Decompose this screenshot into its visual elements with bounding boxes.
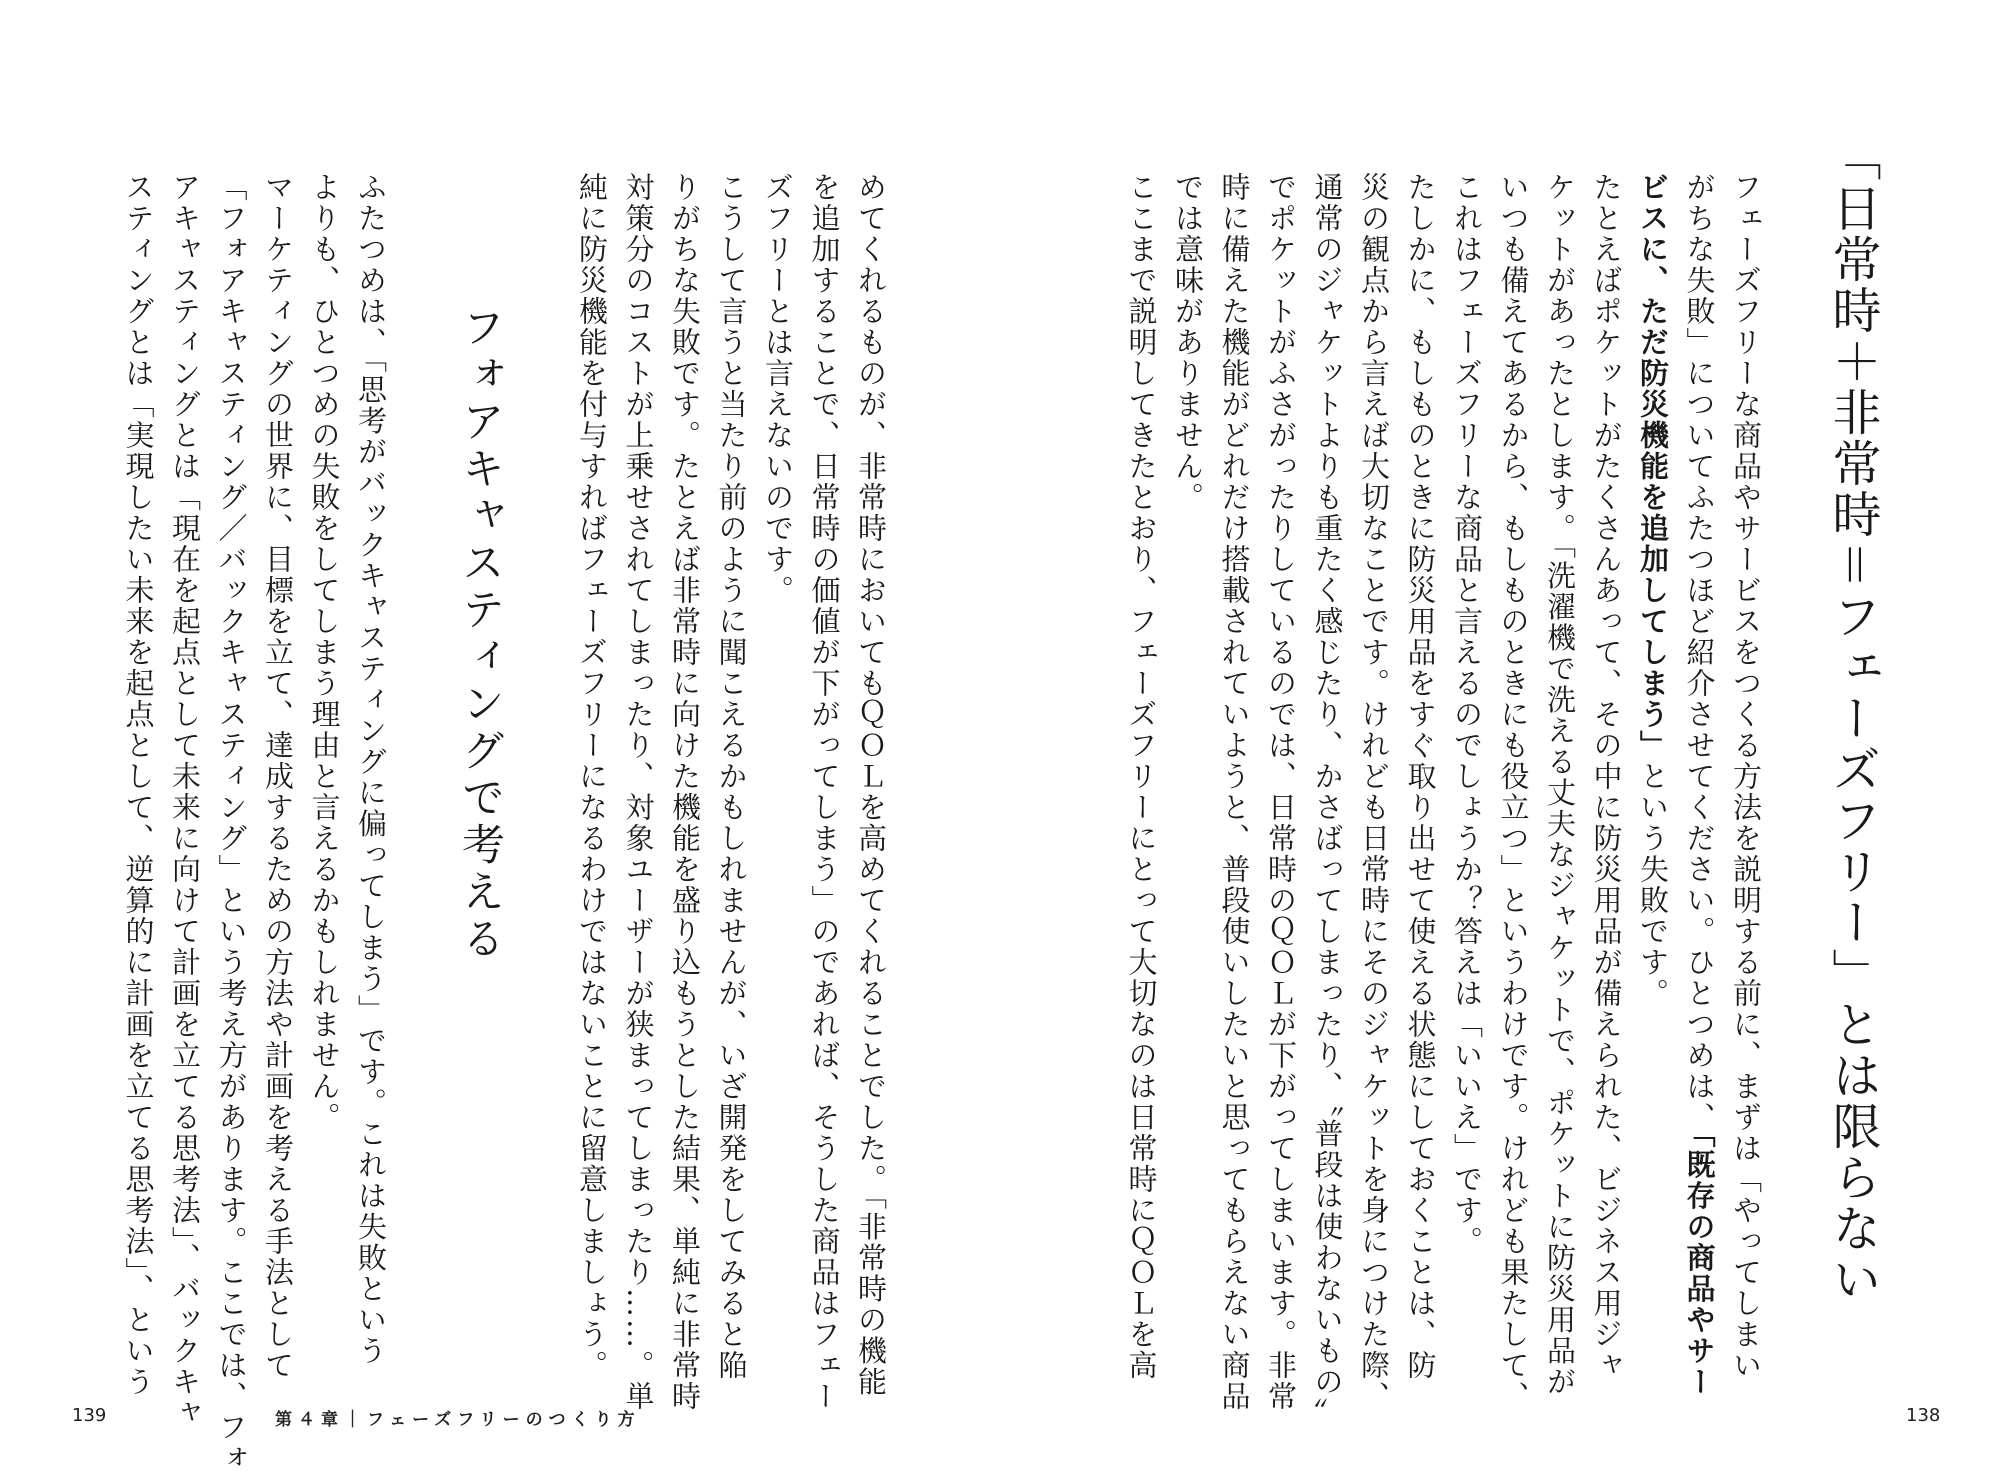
- text-column: [668, 172, 702, 1412]
- running-head: 第４章｜フェーズフリーのつくり方: [275, 1410, 641, 1430]
- text-segment: 通常のジャケットよりも重たく感じたり、かさばってしまったり、〝普段は使わないもの〟: [1310, 172, 1345, 1429]
- text-segment: 時に備えた機能がどれだけ搭載されていようと、普段使いしたいと思ってもらえない商品: [1217, 172, 1252, 1412]
- text-segment: りがちな失敗です。たとえば非常時に向けた機能を盛り込もうとした結果、単純に非常時: [668, 172, 702, 1412]
- text-segment: がちな失敗」についてふたつほど紹介させてください。ひとつめは、: [1682, 172, 1717, 1133]
- text-segment: ふたつめは、「思考がバックキャスティングに偏ってしまう」です。これは失敗という: [354, 172, 388, 1367]
- text-segment: 純に防災機能を付与すればフェーズフリーになるわけではないことに留意しましょう。: [575, 172, 609, 1381]
- emphasized-text: 「既存の商品やサー: [1682, 1133, 1717, 1398]
- text-column: [1589, 172, 1624, 1381]
- text-segment: フェーズフリーな商品やサービスをつくる方法を説明する前に、まずは「やってしまい: [1729, 172, 1763, 1381]
- text-column: [307, 172, 342, 1133]
- text-segment: でポケットがふさがったりしているのでは、日常時のＱＯＬが下がってしまいます。非常: [1264, 172, 1298, 1412]
- text-column: [1403, 172, 1438, 1381]
- text-column: [854, 172, 888, 1398]
- emphasized-text: ビスに、ただ防災機能を追加してしまう」: [1636, 172, 1670, 761]
- text-column: [761, 172, 795, 606]
- text-column: [1496, 172, 1531, 1412]
- text-segment: では意味がありません。: [1171, 172, 1205, 513]
- text-segment: こうして言うと当たり前のように聞こえるかもしれませんが、いざ開発をしてみると陥: [714, 172, 749, 1381]
- text-segment: ズフリーとは言えないのです。: [761, 172, 795, 606]
- text-segment: いつも備えてあるから、もしものときにも役立つ」というわけです。けれども果たして、: [1496, 172, 1531, 1412]
- text-column: [1357, 172, 1391, 1412]
- text-column: [714, 172, 749, 1381]
- text-column: [1310, 172, 1345, 1429]
- text-segment: マーケティングの世界に、目標を立て、達成するための方法や計画を考える手法として: [261, 172, 295, 1381]
- text-segment: スティングとは「実現したい未来を起点として、逆算的に計画を立てる思考法」、という: [121, 172, 156, 1398]
- text-column: [575, 172, 609, 1381]
- text-column: [1124, 172, 1159, 1381]
- text-segment: 「フォアキャスティング／バックキャスティング」という考え方があります。ここでは、フォ: [214, 172, 249, 1474]
- text-column: [1171, 172, 1205, 513]
- text-column: [621, 172, 656, 1412]
- text-segment: たとえばポケットがたくさんあって、その中に防災用品が備えられた、ビジネス用ジャ: [1589, 172, 1624, 1381]
- text-column: [1729, 172, 1763, 1381]
- text-segment: たしかに、もしものときに防災用品をすぐ取り出せて使える状態にしておくことは、防: [1403, 172, 1438, 1381]
- text-segment: という失敗です。: [1636, 761, 1670, 1009]
- text-column: [261, 172, 295, 1381]
- text-column: [1636, 172, 1670, 1009]
- text-column: [1543, 172, 1577, 1398]
- text-column: [807, 172, 842, 1412]
- text-column: [168, 172, 202, 1429]
- page-number-right: 138: [1906, 1405, 1941, 1426]
- text-column: [1682, 172, 1717, 1398]
- text-column: [1264, 172, 1298, 1412]
- text-segment: よりも、ひとつめの失敗をしてしまう理由と言えるかもしれません。: [307, 172, 342, 1133]
- text-segment: めてくれるものが、非常時においてもＱＯＬを高めてくれることでした。「非常時の機能: [854, 172, 888, 1398]
- text-segment: 災の観点から言えば大切なことです。けれども日常時にそのジャケットを身につけた際、: [1357, 172, 1391, 1412]
- text-column: [121, 172, 156, 1398]
- text-segment: これはフェーズフリーな商品と言えるのでしょうか？答えは「いいえ」です。: [1450, 172, 1484, 1257]
- text-column: [354, 172, 388, 1367]
- section-heading: 「日常時＋非常時＝フェーズフリー」とは限らない: [1825, 132, 1882, 1305]
- text-column: [214, 172, 249, 1474]
- text-segment: ここまで説明してきたとおり、フェーズフリーにとって大切なのは日常時にＱＯＬを高: [1124, 172, 1159, 1381]
- text-segment: 対策分のコストが上乗せされてしまったり、対象ユーザーが狭まってしまったり……。単: [621, 172, 656, 1412]
- text-column: [1217, 172, 1252, 1412]
- text-segment: ケットがあったとします。「洗濯機で洗える丈夫なジャケットで、ポケットに防災用品が: [1543, 172, 1577, 1398]
- text-segment: アキャスティングとは「現在を起点として未来に向けて計画を立てる思考法」、バックキャ: [168, 172, 202, 1429]
- subsection-heading: フォアキャスティングで考える: [455, 305, 505, 963]
- page-number-left: 139: [72, 1405, 107, 1426]
- text-column: [1450, 172, 1484, 1257]
- text-segment: を追加することで、日常時の価値が下がってしまう」のであれば、そうした商品はフェー: [807, 172, 842, 1412]
